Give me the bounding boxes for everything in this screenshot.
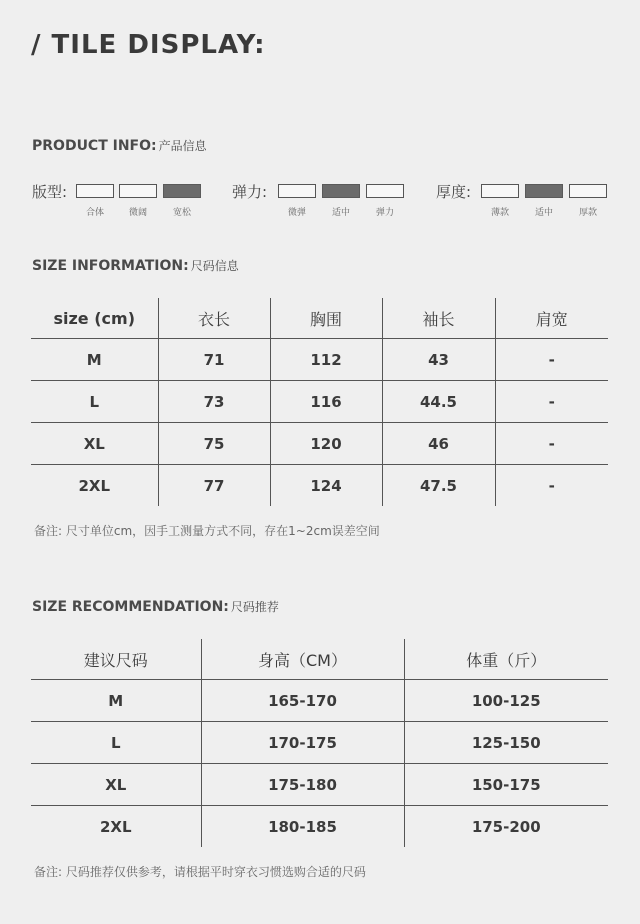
size-cell: M — [31, 339, 158, 381]
value-cell: - — [495, 423, 608, 465]
value-cell: 112 — [270, 339, 382, 381]
fit-option-caption: 微阔 — [128, 208, 147, 218]
elasticity-option-caption: 适中 — [331, 208, 350, 218]
value-cell: 75 — [158, 423, 270, 465]
thickness-option-box-3 — [569, 184, 607, 198]
elasticity-option-box-2-selected — [322, 184, 360, 198]
fit-option-box-1 — [76, 184, 114, 198]
size-rec-heading — [32, 598, 279, 615]
size-cell: XL — [31, 764, 201, 806]
size-cell: 2XL — [31, 465, 158, 507]
value-cell: 175-180 — [201, 764, 404, 806]
table-row — [31, 381, 608, 423]
size-info-note: 备注: 尺寸单位cm，因手工测量方式不同，存在1~2cm误差空间 — [34, 524, 380, 538]
value-cell: - — [495, 465, 608, 507]
fit-label: 版型: — [32, 183, 68, 201]
value-cell: 124 — [270, 465, 382, 507]
column-header: 胸围 — [270, 298, 382, 339]
fit-option-box-2 — [119, 184, 157, 198]
product-info-heading-cn: 产品信息 — [158, 139, 207, 153]
size-cell: L — [31, 381, 158, 423]
column-header: 建议尺码 — [83, 650, 148, 670]
size-cell: 2XL — [31, 806, 201, 848]
fit-option-caption: 合体 — [85, 208, 104, 218]
value-cell: 47.5 — [382, 465, 495, 507]
thickness-option-caption: 厚款 — [578, 208, 597, 218]
value-cell: 116 — [270, 381, 382, 423]
size-rec-heading-cn: 尺码推荐 — [230, 600, 279, 614]
size-info-heading — [32, 257, 239, 274]
table-header-row — [31, 639, 608, 680]
elasticity-label: 弹力: — [232, 183, 268, 201]
size-rec-heading-en: SIZE RECOMMENDATION: — [32, 599, 229, 615]
column-header: 袖长 — [382, 298, 495, 339]
elasticity-option-box-3 — [366, 184, 404, 198]
thickness-option-caption: 薄款 — [490, 208, 509, 218]
size-info-table — [31, 298, 608, 506]
elasticity-option-box-1 — [278, 184, 316, 198]
size-info-heading-en: SIZE INFORMATION: — [32, 258, 189, 274]
value-cell: 43 — [382, 339, 495, 381]
value-cell: 77 — [158, 465, 270, 507]
fit-option-caption: 宽松 — [172, 208, 191, 218]
value-cell: 46 — [382, 423, 495, 465]
table-row — [31, 423, 608, 465]
value-cell: 165-170 — [201, 680, 404, 722]
table-row — [31, 339, 608, 381]
thickness-label: 厚度: — [436, 183, 472, 201]
elasticity-option-caption: 弹力 — [375, 208, 394, 218]
elasticity-option-caption: 微弹 — [287, 208, 306, 218]
value-cell: - — [495, 381, 608, 423]
size-cell: XL — [31, 423, 158, 465]
table-header-row — [31, 298, 608, 339]
size-recommendation-table — [31, 639, 608, 847]
fit-option-box-3-selected — [163, 184, 201, 198]
table-row — [31, 680, 608, 722]
value-cell: 44.5 — [382, 381, 495, 423]
thickness-option-box-1 — [481, 184, 519, 198]
value-cell: 120 — [270, 423, 382, 465]
value-cell: 170-175 — [201, 722, 404, 764]
column-header: 衣长 — [158, 298, 270, 339]
table-row — [31, 806, 608, 848]
column-header: size (cm) — [53, 308, 136, 328]
column-header: 身高（CM） — [201, 639, 404, 680]
column-header: 体重（斤） — [404, 639, 608, 680]
value-cell: 125-150 — [404, 722, 608, 764]
value-cell: - — [495, 339, 608, 381]
thickness-option-box-2-selected — [525, 184, 563, 198]
value-cell: 150-175 — [404, 764, 608, 806]
product-info-heading-en: PRODUCT INFO: — [32, 138, 157, 154]
size-info-heading-cn: 尺码信息 — [190, 259, 239, 273]
table-row — [31, 465, 608, 507]
value-cell: 73 — [158, 381, 270, 423]
thickness-option-caption: 适中 — [534, 208, 553, 218]
value-cell: 100-125 — [404, 680, 608, 722]
size-cell: L — [31, 722, 201, 764]
value-cell: 180-185 — [201, 806, 404, 848]
size-rec-note: 备注: 尺码推荐仅供参考，请根据平时穿衣习惯选购合适的尺码 — [34, 865, 366, 879]
page-title: / TILE DISPLAY: — [31, 30, 266, 60]
table-row — [31, 764, 608, 806]
product-info-heading — [32, 137, 207, 154]
table-row — [31, 722, 608, 764]
column-header: 肩宽 — [495, 298, 608, 339]
size-cell: M — [31, 680, 201, 722]
value-cell: 175-200 — [404, 806, 608, 848]
value-cell: 71 — [158, 339, 270, 381]
